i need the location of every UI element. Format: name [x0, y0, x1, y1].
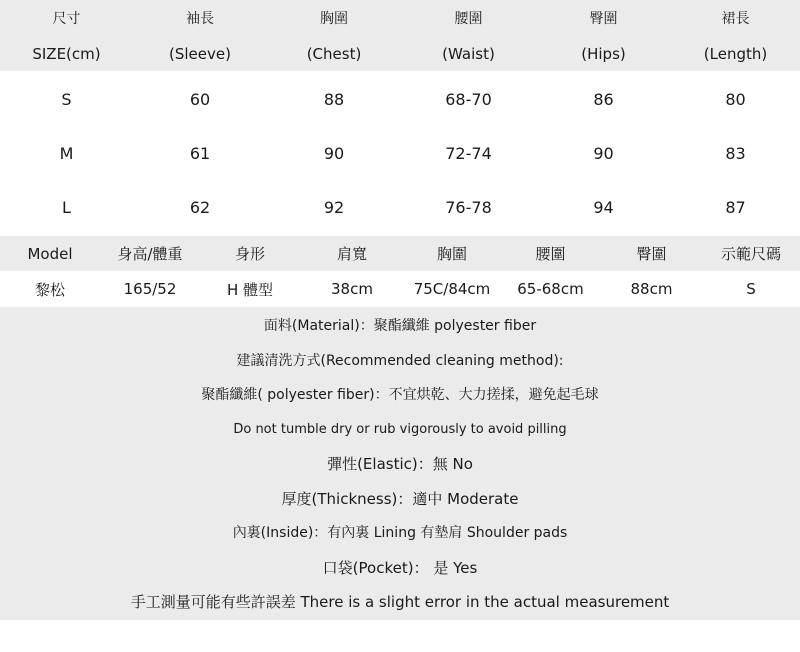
model-body-shape: H 體型	[226, 280, 274, 299]
header-bust: 胸圍	[436, 245, 467, 263]
product-notes	[0, 307, 800, 620]
cleaning-zh-note: 聚酯纖維( polyester fiber)：不宜烘乾、大力搓揉，避免起毛球	[201, 387, 599, 403]
header-model: Model	[27, 244, 73, 263]
length-cell: 87	[725, 197, 746, 217]
size-cell: M	[59, 143, 74, 163]
size-cell: S	[61, 89, 72, 109]
header-size-en: SIZE(cm)	[32, 44, 101, 63]
header-hips-en: (Hips)	[581, 44, 626, 63]
table-row	[0, 72, 800, 126]
hips-cell: 94	[593, 197, 614, 217]
chest-cell: 88	[323, 89, 345, 109]
elastic-note: 彈性(Elastic)：無 No	[327, 455, 473, 473]
sleeve-cell: 61	[189, 143, 211, 163]
length-cell: 83	[725, 143, 746, 163]
pocket-note: 口袋(Pocket)： 是 Yes	[322, 558, 478, 577]
size-table-header	[0, 0, 800, 71]
sleeve-cell: 60	[189, 89, 211, 109]
table-row	[0, 180, 800, 234]
hips-cell: 86	[593, 89, 614, 109]
size-header-zh-row	[0, 0, 800, 36]
header-shoulder: 肩寬	[336, 245, 367, 263]
model-name: 黎松	[34, 280, 65, 299]
thickness-note: 厚度(Thickness)：適中 Moderate	[281, 489, 519, 508]
waist-cell: 76-78	[445, 197, 492, 217]
length-cell: 80	[725, 89, 746, 109]
size-table	[0, 0, 800, 234]
model-sample-size: S	[746, 280, 756, 298]
header-hips: 臀圍	[636, 245, 667, 263]
header-sleeve-en: (Sleeve)	[169, 44, 231, 63]
waist-cell: 72-74	[445, 143, 492, 163]
size-cell: L	[62, 197, 71, 217]
measurement-error-note: 手工測量可能有些許誤差 There is a slight error in the actual measurement	[130, 593, 670, 611]
model-bust: 75C/84cm	[413, 280, 491, 298]
model-table-header	[0, 236, 800, 271]
header-height-weight: 身高/體重	[117, 245, 183, 263]
header-waist: 腰圍	[535, 245, 566, 263]
model-shoulder: 38cm	[331, 280, 373, 298]
hips-cell: 90	[593, 143, 614, 163]
header-length-en: (Length)	[703, 44, 768, 63]
header-sleeve-zh: 袖長	[186, 11, 214, 27]
table-row	[0, 126, 800, 180]
cleaning-en-note: Do not tumble dry or rub vigorously to avoid pilling	[233, 421, 567, 437]
model-hips: 88cm	[630, 280, 673, 298]
header-waist-zh: 腰圍	[454, 11, 483, 27]
header-chest-en: (Chest)	[306, 44, 362, 63]
waist-cell: 68-70	[445, 89, 492, 109]
model-height-weight: 165/52	[123, 280, 177, 298]
header-body-shape: 身形	[234, 245, 265, 263]
chest-cell: 92	[323, 197, 345, 217]
header-size-zh: 尺寸	[52, 11, 81, 27]
header-waist-en: (Waist)	[442, 44, 495, 63]
size-table-body	[0, 71, 800, 234]
header-chest-zh: 胸圍	[320, 11, 348, 27]
model-table	[0, 236, 800, 307]
model-row	[0, 271, 800, 307]
model-waist: 65-68cm	[517, 280, 584, 298]
chest-cell: 90	[323, 143, 345, 163]
material-note: 面料(Material)：聚酯纖維 polyester fiber	[263, 318, 537, 334]
inside-note: 內裏(Inside)：有內裏 Lining 有墊肩 Shoulder pads	[232, 525, 568, 541]
header-sample-size: 示範尺碼	[720, 245, 781, 263]
size-header-en-row	[0, 36, 800, 71]
cleaning-method-note: 建議清洗方式(Recommended cleaning method):	[236, 352, 564, 369]
header-hips-zh: 臀圍	[589, 11, 618, 27]
header-length-zh: 裙長	[721, 11, 750, 27]
sleeve-cell: 62	[189, 197, 211, 217]
